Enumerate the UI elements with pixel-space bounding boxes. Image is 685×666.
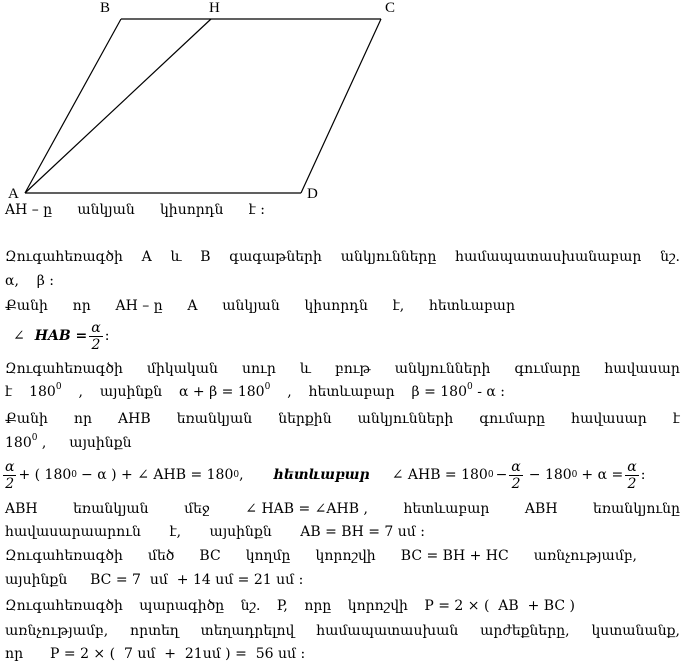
solution-line-11: ABH եռանկյան մեջ ∠ HAB = ∠AHB , հետևաբար ABH եռանկյունը (5, 501, 680, 517)
solution-line-15: Զուգահեռագծի պարագիծը նշ. P, որը կորոշվի P = 2 × ( AB + BC ) (5, 598, 575, 614)
solution-line-5: ∠ HAB = $\frac{\alpha}{2}$ : (13, 319, 110, 353)
solution-line-12: հավասարաարուն է, այսինքն AB = BH = 7 սմ : (5, 524, 425, 540)
solution-line-1: AH – ը անկյան կիսորդն է : (5, 202, 265, 218)
solution-line-7: է $180^0$ , այսինքն $\alpha + \beta = 180^0$ , հետևաբար $\beta = 180^0 - \alpha$ : (5, 382, 505, 400)
solution-line-14: այսինքն BC = 7 սմ + 14 սմ = 21 սմ : (5, 572, 304, 588)
solution-line-10: $\frac{\alpha}{2}$ + ( 180 0 − α ) + ∠ AHB = 180 0 , հետևաբար ∠ AHB = 180 0 − $\frac{\alpha}{2}$ − 180 0 + α = $\frac{\alpha}{2}$ : (5, 458, 646, 492)
label-D: D (307, 186, 318, 202)
solution-line-2: Զուգահեռագծի A և B գագաթների անկյունները համապատասխանաբար նշ. (5, 249, 680, 265)
label-B: B (100, 0, 111, 16)
solution-line-9: $180^0$ , այսինքն (5, 433, 132, 451)
side-CD (301, 19, 381, 193)
solution-line-17: որ P = 2 × ( 7 սմ + 21սմ ) = 56 սմ : (5, 646, 306, 662)
solution-line-6: Զուգահեռագծի միկական սուր և բութ անկյունների գումարը հավասար (5, 361, 680, 377)
label-A: A (8, 186, 19, 202)
label-H: H (209, 0, 220, 16)
parallelogram-figure (0, 0, 685, 200)
solution-line-4: Քանի որ AH – ը A անկյան կիսորդն է, հետևաբար (5, 298, 515, 314)
bisector-AH (25, 19, 211, 193)
solution-line-16: առնչությամբ, որտեղ տեղադրելով համապատասխան արժեքները, կստանանք, (5, 623, 680, 639)
label-C: C (385, 0, 396, 16)
side-AB (25, 19, 121, 193)
fraction-alpha-over-2: $\frac{\alpha}{2}$ (91, 319, 101, 353)
solution-line-3: α, β : (5, 273, 54, 289)
solution-line-13: Զուգահեռագծի մեծ BC կողմը կորոշվի BC = BH + HC առնչությամբ, (5, 548, 637, 564)
solution-line-8: Քանի որ AHB եռանկյան ներքին անկյունների գումարը հավասար է (5, 411, 680, 427)
